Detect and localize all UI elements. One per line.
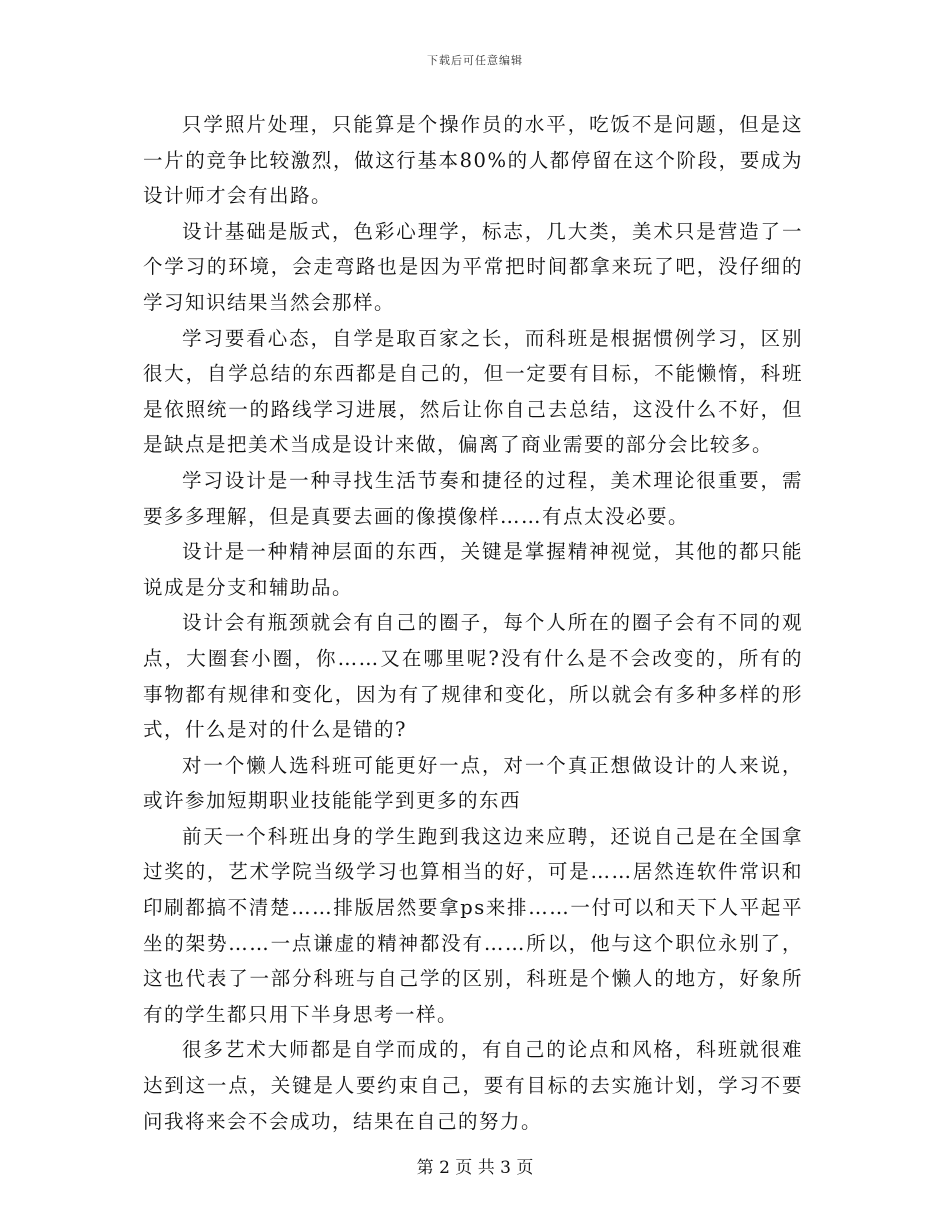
paragraph-5: 设计是一种精神层面的东西，关键是掌握精神视觉，其他的都只能说成是分支和辅助品。 xyxy=(143,540,803,599)
paragraph-9: 很多艺术大师都是自学而成的，有自己的论点和风格，科班就很难达到这一点，关键是人要约束自己，要有目标的去实施计划，学习不要问我将来会不会成功，结果在自己的努力。 xyxy=(143,1038,803,1133)
paragraph-1: 只学照片处理，只能算是个操作员的水平，吃饭不是问题，但是这一片的竞争比较激烈，做这行基本80%的人都停留在这个阶段，要成为设计师才会有出路。 xyxy=(143,113,803,208)
paragraph-6: 设计会有瓶颈就会有自己的圈子，每个人所在的圈子会有不同的观点，大圈套小圈，你……又在哪里呢?没有什么是不会改变的，所有的事物都有规律和变化，因为有了规律和变化，所以就会有多种多样的形式，什么是对的什么是错的? xyxy=(143,611,803,742)
page-header: 下载后可任意编辑 xyxy=(427,54,523,67)
page-number-footer: 第 2 页 共 3 页 xyxy=(416,1158,534,1178)
paragraph-3: 学习要看心态，自学是取百家之长，而科班是根据惯例学习，区别很大，自学总结的东西都是自己的，但一定要有目标，不能懒惰，科班是依照统一的路线学习进展，然后让你自己去总结，这没什么不好，但是缺点是把美术当成是设计来做，偏离了商业需要的部分会比较多。 xyxy=(143,326,803,457)
document-body xyxy=(143,107,803,1139)
paragraph-7: 对一个懒人选科班可能更好一点，对一个真正想做设计的人来说，或许参加短期职业技能能学到更多的东西 xyxy=(143,753,803,813)
paragraph-4: 学习设计是一种寻找生活节奏和捷径的过程，美术理论很重要，需要多多理解，但是真要去画的像摸像样……有点太没必要。 xyxy=(143,468,803,528)
paragraph-2: 设计基础是版式，色彩心理学，标志，几大类，美术只是营造了一个学习的环境，会走弯路也是因为平常把时间都拿来玩了吧，没仔细的学习知识结果当然会那样。 xyxy=(143,219,803,314)
paragraph-8: 前天一个科班出身的学生跑到我这边来应聘，还说自己是在全国拿过奖的，艺术学院当级学习也算相当的好，可是……居然连软件常识和印刷都搞不清楚……排版居然要拿ps来排……一付可以和天下人平起平坐的架势……一点谦虚的精神都没有……所以，他与这个职位永别了，这也代表了一部分科班与自己学的区别，科班是个懒人的地方，好象所有的学生都只用下半身思考一样。 xyxy=(143,824,803,1026)
